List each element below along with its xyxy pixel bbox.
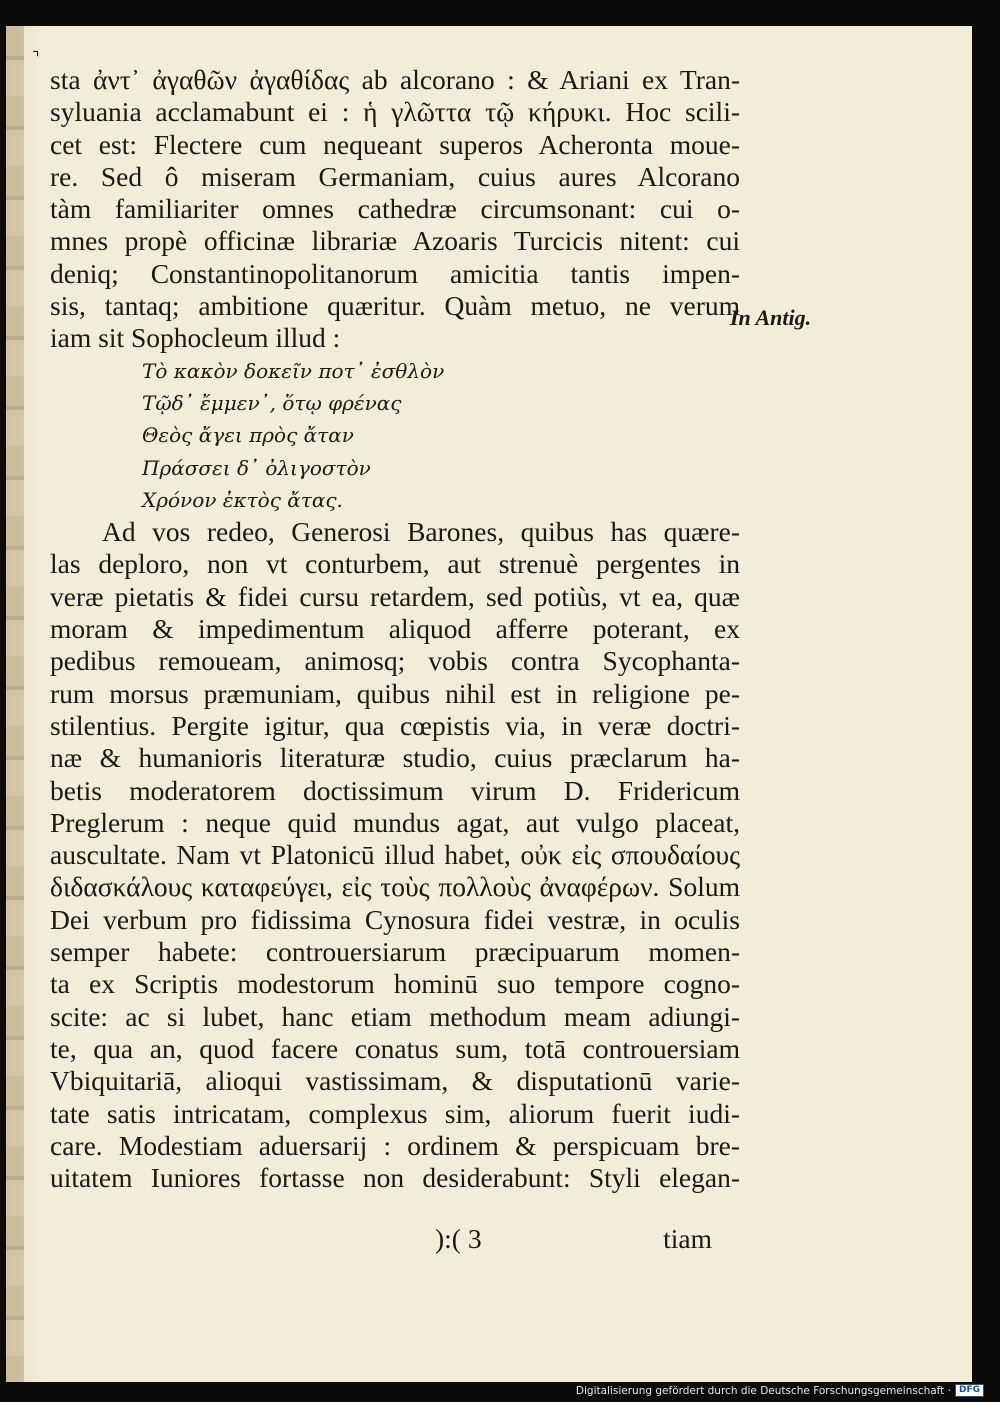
verse-line: Πράσσει δ᾽ ὀλιγοστὸν	[142, 455, 371, 480]
text-line: tate satis intricatam, complexus sim, aliorum fuerit iudi-	[50, 1097, 740, 1129]
body-text	[50, 64, 740, 1194]
text-line: διδασκάλους καταφεύγει, εἰς τοὺς πολλοὺς ἀναφέρων. Solum	[50, 871, 740, 903]
verse-line: Χρόνον ἐκτὸς ἄτας.	[142, 487, 343, 512]
margin-note: In Antig.	[730, 305, 812, 330]
dfg-logo: DFG	[955, 1384, 984, 1397]
text-line: sis, tantaq; ambitione quæritur. Quàm metuo, ne verum	[50, 290, 740, 322]
text-line: deniq; Constantinopolitanorum amicitia tantis impen-	[50, 257, 740, 289]
text-line: las deploro, non vt conturbem, aut strenuè pergentes in	[50, 548, 740, 580]
paragraph-2	[50, 516, 740, 1194]
text-line: re. Sed ô miseram Germaniam, cuius aures Alcorano	[50, 160, 740, 192]
text-line: iam sit Sophocleum illud :	[50, 322, 341, 354]
text-line: Vbiquitariā, alioqui vastissimam, & disputationū varie-	[50, 1065, 740, 1097]
text-line: pedibus remoueam, animosq; vobis contra Sycophanta-	[50, 645, 740, 677]
text-line: ta ex Scriptis modestorum hominū suo tempore cogno-	[50, 968, 740, 1000]
text-line: syluania acclamabunt ei : ἡ γλῶττα τῷ κήρυκι. Hoc scili-	[50, 96, 740, 128]
text-line: Dei verbum pro fidissima Cynosura fidei vestræ, in oculis	[50, 903, 740, 935]
text-line: cet est: Flectere cum nequeant superos Acheronta moue-	[50, 128, 740, 160]
verse-line: Θεὸς ἄγει πρὸς ἄταν	[142, 423, 354, 448]
text-line: uitatem Iuniores fortasse non desiderabunt: Styli elegan-	[50, 1162, 740, 1194]
text-line: te, qua an, quod facere conatus sum, totā controuersiam	[50, 1032, 740, 1064]
signature-mark: ):( 3	[435, 1223, 482, 1254]
bracket-mark: ⌝	[32, 48, 40, 67]
text-line: rum morsus præmuniam, quibus nihil est in religione pe-	[50, 677, 740, 709]
text-line: mnes propè officinæ librariæ Azoaris Turcicis nitent: cui	[50, 225, 740, 257]
text-line: sta ἀντ᾽ ἀγαθῶν ἀγαθίδας ab alcorano : & Ariani ex Tran-	[50, 64, 740, 95]
page-foot	[50, 1223, 740, 1257]
paragraph-1	[50, 64, 740, 355]
greek-verse	[50, 355, 740, 516]
text-line: stilentius. Pergite igitur, qua cœpistis via, in veræ doctri-	[50, 709, 740, 741]
book-page	[6, 26, 972, 1382]
text-line: tàm familiariter omnes cathedræ circumsonant: cui o-	[50, 193, 740, 225]
text-line: Preglerum : neque quid mundus agat, aut vulgo placeat,	[50, 806, 740, 838]
text-line: moram & impedimentum aliquod afferre poterant, ex	[50, 613, 740, 645]
text-line: care. Modestiam aduersarij : ordinem & perspicuam bre-	[50, 1129, 740, 1161]
verse-line: Τῷδ᾽ ἔμμεν᾽, ὅτῳ φρένας	[142, 390, 402, 415]
text-line: betis moderatorem doctissimum virum D. Fridericum	[50, 774, 740, 806]
page-gutter	[6, 26, 24, 1382]
digitization-credit	[576, 1384, 984, 1397]
text-line: semper habete: controuersiarum præcipuarum momen-	[50, 936, 740, 968]
text-line: veræ pietatis & fidei cursu retardem, sed potiùs, vt ea, quæ	[50, 580, 740, 612]
credit-text: Digitalisierung gefördert durch die Deutsche Forschungsgemeinschaft ·	[575, 1384, 951, 1397]
catchword: tiam	[663, 1223, 712, 1254]
text-line: næ & humanioris literaturæ studio, cuius præclarum ha-	[50, 742, 740, 774]
text-line: auscultate. Nam vt Platonicū illud habet, οὐκ εἰς σπουδαίους	[50, 839, 740, 871]
text-line: Ad vos redeo, Generosi Barones, quibus has quære-	[102, 516, 740, 548]
verse-line: Τὸ κακὸν δοκεῖν ποτ᾽ ἐσθλὸν	[142, 358, 445, 383]
text-line: scite: ac si lubet, hanc etiam methodum meam adiungi-	[50, 1000, 740, 1032]
